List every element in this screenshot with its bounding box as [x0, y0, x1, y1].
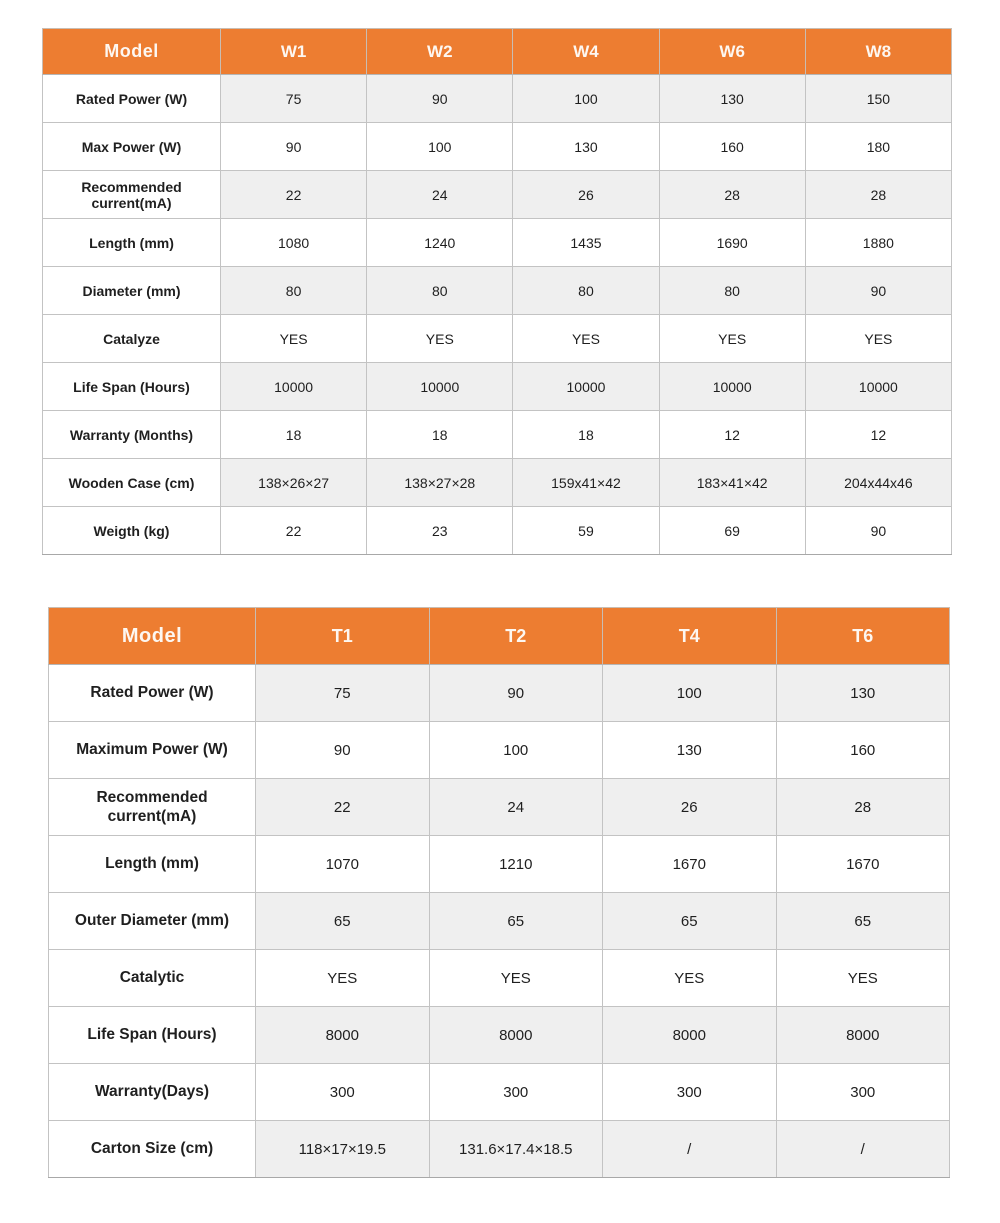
- spec-cell-value: 10000: [513, 363, 659, 411]
- spec-cell-value: 10000: [221, 363, 367, 411]
- spec-row-label: Outer Diameter (mm): [49, 893, 256, 950]
- spec-cell-value: 28: [805, 171, 951, 219]
- spec-cell-value: 75: [221, 75, 367, 123]
- spec-cell-value: YES: [221, 315, 367, 363]
- model-column-header: Model: [49, 608, 256, 665]
- model-column-header: Model: [43, 29, 221, 75]
- spec-cell-value: 160: [776, 722, 950, 779]
- spec-row-label: Life Span (Hours): [49, 1007, 256, 1064]
- spec-cell-value: 80: [367, 267, 513, 315]
- spec-row: [43, 315, 952, 363]
- spec-row: [49, 893, 950, 950]
- spec-cell-value: 1670: [776, 836, 950, 893]
- spec-row-label: Max Power (W): [43, 123, 221, 171]
- spec-cell-value: 1690: [659, 219, 805, 267]
- spec-row-label: Warranty(Days): [49, 1064, 256, 1121]
- spec-row: [43, 123, 952, 171]
- spec-row: [49, 665, 950, 722]
- spec-cell-value: 28: [776, 779, 950, 836]
- spec-cell-value: 1070: [256, 836, 430, 893]
- model-name-header: T1: [256, 608, 430, 665]
- header-row: [43, 29, 952, 75]
- spec-cell-value: 18: [367, 411, 513, 459]
- spec-cell-value: 138×27×28: [367, 459, 513, 507]
- spec-cell-value: 65: [256, 893, 430, 950]
- spec-row: [49, 779, 950, 836]
- spec-cell-value: 1880: [805, 219, 951, 267]
- spec-row-label: Length (mm): [49, 836, 256, 893]
- spec-row-label: Wooden Case (cm): [43, 459, 221, 507]
- spec-cell-value: 10000: [805, 363, 951, 411]
- spec-row: [43, 219, 952, 267]
- header-row: [49, 608, 950, 665]
- spec-cell-value: YES: [805, 315, 951, 363]
- spec-cell-value: 100: [367, 123, 513, 171]
- spec-cell-value: 69: [659, 507, 805, 555]
- spec-row-label: Maximum Power (W): [49, 722, 256, 779]
- spec-cell-value: YES: [603, 950, 777, 1007]
- spec-cell-value: 28: [659, 171, 805, 219]
- spec-cell-value: YES: [513, 315, 659, 363]
- spec-cell-value: 8000: [776, 1007, 950, 1064]
- spec-cell-value: 100: [603, 665, 777, 722]
- spec-cell-value: YES: [659, 315, 805, 363]
- spec-row: [49, 1121, 950, 1178]
- spec-cell-value: 18: [513, 411, 659, 459]
- model-name-header: W1: [221, 29, 367, 75]
- spec-row: [43, 75, 952, 123]
- spec-cell-value: YES: [256, 950, 430, 1007]
- model-name-header: T6: [776, 608, 950, 665]
- spec-row-label: Carton Size (cm): [49, 1121, 256, 1178]
- spec-row-label: Catalyze: [43, 315, 221, 363]
- spec-cell-value: 26: [513, 171, 659, 219]
- spec-cell-value: 90: [429, 665, 603, 722]
- spec-cell-value: 90: [367, 75, 513, 123]
- spec-cell-value: YES: [367, 315, 513, 363]
- spec-cell-value: 1240: [367, 219, 513, 267]
- spec-cell-value: 130: [513, 123, 659, 171]
- spec-row: [43, 363, 952, 411]
- spec-row: [49, 722, 950, 779]
- spec-cell-value: 1435: [513, 219, 659, 267]
- spec-cell-value: /: [603, 1121, 777, 1178]
- spec-cell-value: 138×26×27: [221, 459, 367, 507]
- spec-cell-value: 100: [429, 722, 603, 779]
- model-name-header: W6: [659, 29, 805, 75]
- spec-cell-value: 159x41×42: [513, 459, 659, 507]
- spec-cell-value: 8000: [429, 1007, 603, 1064]
- spec-row-label: Diameter (mm): [43, 267, 221, 315]
- spec-row: [43, 507, 952, 555]
- spec-cell-value: 59: [513, 507, 659, 555]
- spec-row: [49, 1007, 950, 1064]
- model-name-header: T4: [603, 608, 777, 665]
- spec-cell-value: YES: [429, 950, 603, 1007]
- spec-cell-value: 65: [603, 893, 777, 950]
- model-name-header: W8: [805, 29, 951, 75]
- spec-cell-value: 26: [603, 779, 777, 836]
- spec-cell-value: 90: [221, 123, 367, 171]
- spec-row: [43, 411, 952, 459]
- spec-cell-value: 24: [367, 171, 513, 219]
- spec-cell-value: 204x44x46: [805, 459, 951, 507]
- spec-cell-value: 183×41×42: [659, 459, 805, 507]
- spec-cell-value: 90: [256, 722, 430, 779]
- spec-cell-value: 12: [659, 411, 805, 459]
- w-series-spec-table: [42, 28, 952, 555]
- spec-cell-value: 131.6×17.4×18.5: [429, 1121, 603, 1178]
- spec-row: [49, 1064, 950, 1121]
- spec-row: [49, 950, 950, 1007]
- spec-cell-value: 300: [256, 1064, 430, 1121]
- spec-cell-value: 1210: [429, 836, 603, 893]
- spec-cell-value: 22: [221, 507, 367, 555]
- spec-cell-value: 80: [659, 267, 805, 315]
- spec-cell-value: 65: [429, 893, 603, 950]
- spec-cell-value: 80: [513, 267, 659, 315]
- spec-cell-value: 22: [221, 171, 367, 219]
- spec-cell-value: 10000: [367, 363, 513, 411]
- spec-row: [49, 836, 950, 893]
- spec-row-label: Weigth (kg): [43, 507, 221, 555]
- spec-cell-value: 18: [221, 411, 367, 459]
- spec-cell-value: 100: [513, 75, 659, 123]
- spec-cell-value: 150: [805, 75, 951, 123]
- spec-row-label: Life Span (Hours): [43, 363, 221, 411]
- spec-cell-value: 130: [603, 722, 777, 779]
- spec-cell-value: 130: [659, 75, 805, 123]
- spec-cell-value: 65: [776, 893, 950, 950]
- model-name-header: W2: [367, 29, 513, 75]
- spec-row-label: Catalytic: [49, 950, 256, 1007]
- spec-cell-value: /: [776, 1121, 950, 1178]
- spec-cell-value: 118×17×19.5: [256, 1121, 430, 1178]
- spec-row-label: Length (mm): [43, 219, 221, 267]
- spec-row: [43, 171, 952, 219]
- spec-row-label: Recommended current(mA): [49, 779, 256, 836]
- spec-cell-value: 300: [603, 1064, 777, 1121]
- spec-cell-value: 1080: [221, 219, 367, 267]
- spec-cell-value: 80: [221, 267, 367, 315]
- spec-cell-value: 8000: [256, 1007, 430, 1064]
- spec-cell-value: 300: [776, 1064, 950, 1121]
- spec-cell-value: 300: [429, 1064, 603, 1121]
- spec-row-label: Recommended current(mA): [43, 171, 221, 219]
- spec-cell-value: 180: [805, 123, 951, 171]
- spec-cell-value: 24: [429, 779, 603, 836]
- spec-cell-value: 1670: [603, 836, 777, 893]
- model-name-header: T2: [429, 608, 603, 665]
- spec-cell-value: 8000: [603, 1007, 777, 1064]
- spec-cell-value: YES: [776, 950, 950, 1007]
- spec-cell-value: 23: [367, 507, 513, 555]
- spec-cell-value: 130: [776, 665, 950, 722]
- spec-row: [43, 459, 952, 507]
- spec-cell-value: 90: [805, 507, 951, 555]
- spec-cell-value: 12: [805, 411, 951, 459]
- spec-cell-value: 75: [256, 665, 430, 722]
- spec-cell-value: 90: [805, 267, 951, 315]
- spec-row: [43, 267, 952, 315]
- spec-cell-value: 160: [659, 123, 805, 171]
- spec-cell-value: 22: [256, 779, 430, 836]
- spec-cell-value: 10000: [659, 363, 805, 411]
- spec-row-label: Rated Power (W): [43, 75, 221, 123]
- t-series-spec-table: [48, 607, 950, 1178]
- model-name-header: W4: [513, 29, 659, 75]
- spec-row-label: Warranty (Months): [43, 411, 221, 459]
- spec-row-label: Rated Power (W): [49, 665, 256, 722]
